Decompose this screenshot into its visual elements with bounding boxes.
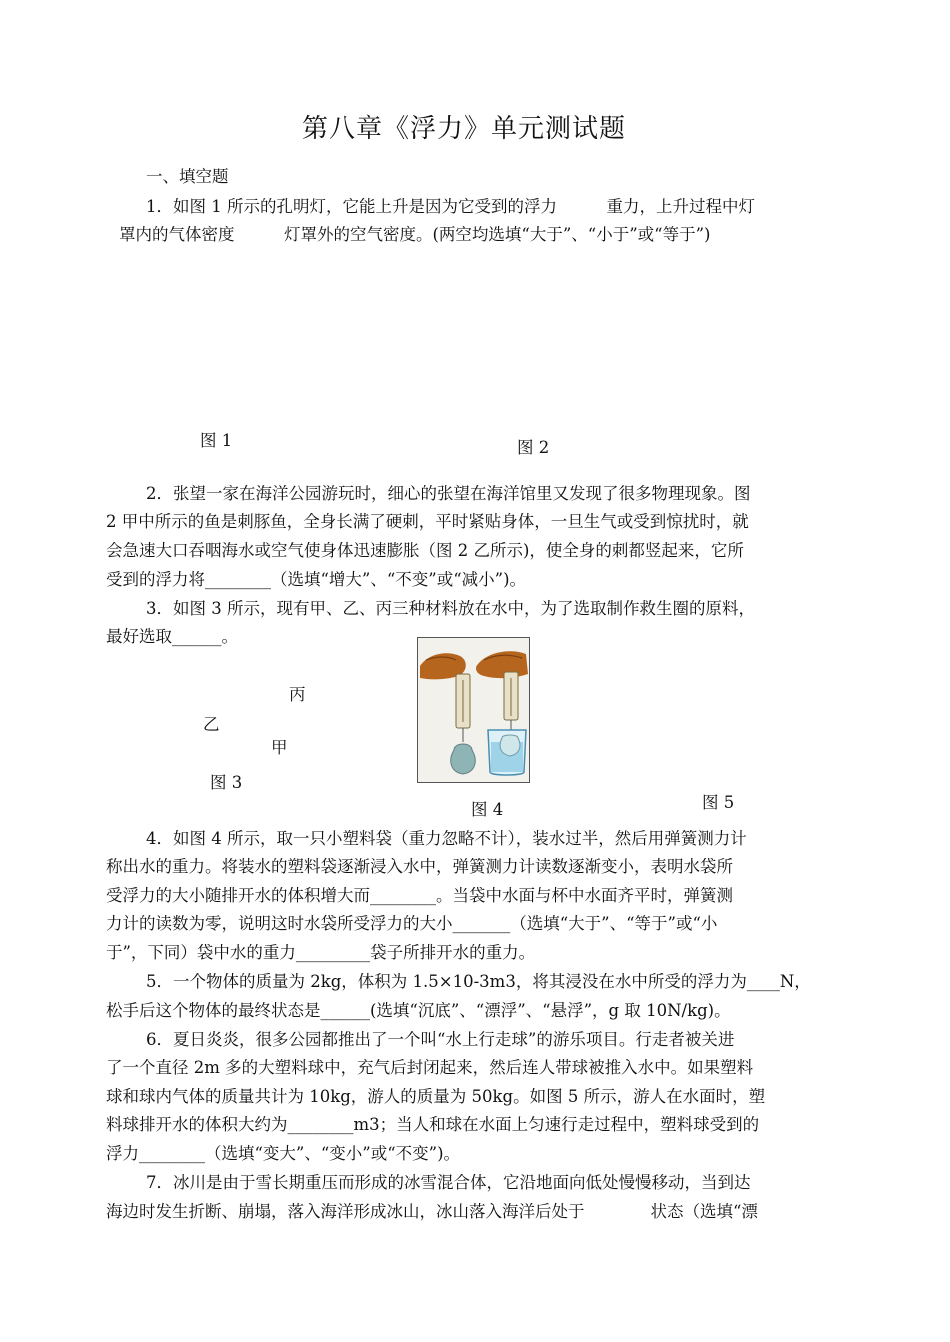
question-4-line-3: 受浮力的大小随排开水的体积增大而________。当袋中水面与杯中水面齐平时，弹簧测: [106, 886, 733, 905]
question-2-line-1: 2．张望一家在海洋公园游玩时，细心的张望在海洋馆里又发现了很多物理现象。图: [146, 484, 751, 503]
question-6-line-1: 6．夏日炎炎，很多公园都推出了一个叫“水上行走球”的游乐项目。行走者被关进: [146, 1030, 735, 1049]
figure-2-caption: 图 2: [517, 438, 550, 457]
question-7-line-2: 海边时发生折断、崩塌，落入海洋形成冰山，冰山落入海洋后处于 状态（选填“漂: [106, 1202, 758, 1221]
question-4-line-4: 力计的读数为零，说明这时水袋所受浮力的大小_______（选填“大于”、“等于”或“小: [106, 914, 718, 933]
question-6-line-3: 球和球内气体的质量共计为 10kg，游人的质量为 50kg。如图 5 所示，游人在水面时，塑: [106, 1087, 766, 1106]
question-1-line-2: 罩内的气体密度 灯罩外的空气密度。(两空均选填“大于”、“小于”或“等于”): [119, 225, 711, 244]
figure-4-image: [417, 637, 530, 783]
section-heading: 一、填空题: [146, 167, 229, 186]
question-2-line-2: 2 甲中所示的鱼是刺豚鱼，全身长满了硬刺，平时紧贴身体，一旦生气或受到惊扰时，就: [106, 512, 749, 531]
page-title: 第八章《浮力》单元测试题: [302, 114, 627, 144]
figure-3-label-bing: 丙: [289, 685, 306, 704]
question-6-line-5: 浮力________（选填“变大”、“变小”或“不变”)。: [106, 1144, 461, 1163]
question-2-line-4: 受到的浮力将________（选填“增大”、“不变”或“减小”)。: [106, 570, 527, 589]
figure-4-caption: 图 4: [471, 800, 504, 819]
question-4-line-5: 于”，下同）袋中水的重力_________袋子所排开水的重力。: [106, 943, 536, 962]
question-6-line-4: 料球排开水的体积大约为________m3；当人和球在水面上匀速行走过程中，塑料球受到的: [106, 1115, 760, 1134]
question-2-line-3: 会急速大口吞咽海水或空气使身体迅速膨胀（图 2 乙所示)，使全身的刺都竖起来，它所: [106, 541, 744, 560]
question-7-line-1: 7．冰川是由于雪长期重压而形成的冰雪混合体，它沿地面向低处慢慢移动，当到达: [146, 1173, 751, 1192]
question-4-line-1: 4．如图 4 所示，取一只小塑料袋（重力忽略不计），装水过半，然后用弹簧测力计: [146, 829, 747, 848]
question-1-line-1: 1．如图 1 所示的孔明灯，它能上升是因为它受到的浮力 重力，上升过程中灯: [146, 197, 755, 216]
figure-1-caption: 图 1: [200, 431, 233, 450]
question-3-line-1: 3．如图 3 所示，现有甲、乙、丙三种材料放在水中，为了选取制作救生圈的原料，: [146, 599, 755, 618]
question-5-line-1: 5．一个物体的质量为 2kg，体积为 1.5×10-3m3，将其浸没在水中所受的浮力为____N，: [146, 972, 811, 991]
question-3-line-2: 最好选取______。: [106, 627, 238, 646]
figure-3-label-jia: 甲: [271, 738, 288, 757]
question-6-line-2: 了一个直径 2m 多的大塑料球中，充气后封闭起来，然后连人带球被推入水中。如果塑料: [106, 1058, 754, 1077]
figure-5-caption: 图 5: [702, 793, 735, 812]
figure-3-label-yi: 乙: [203, 715, 220, 734]
question-5-line-2: 松手后这个物体的最终状态是______(选填“沉底”、“漂浮”、“悬浮”，g 取 10N/kg)。: [106, 1001, 731, 1020]
figure-3-caption: 图 3: [210, 773, 243, 792]
question-4-line-2: 称出水的重力。将装水的塑料袋逐渐浸入水中，弹簧测力计读数逐渐变小，表明水袋所: [106, 857, 733, 876]
